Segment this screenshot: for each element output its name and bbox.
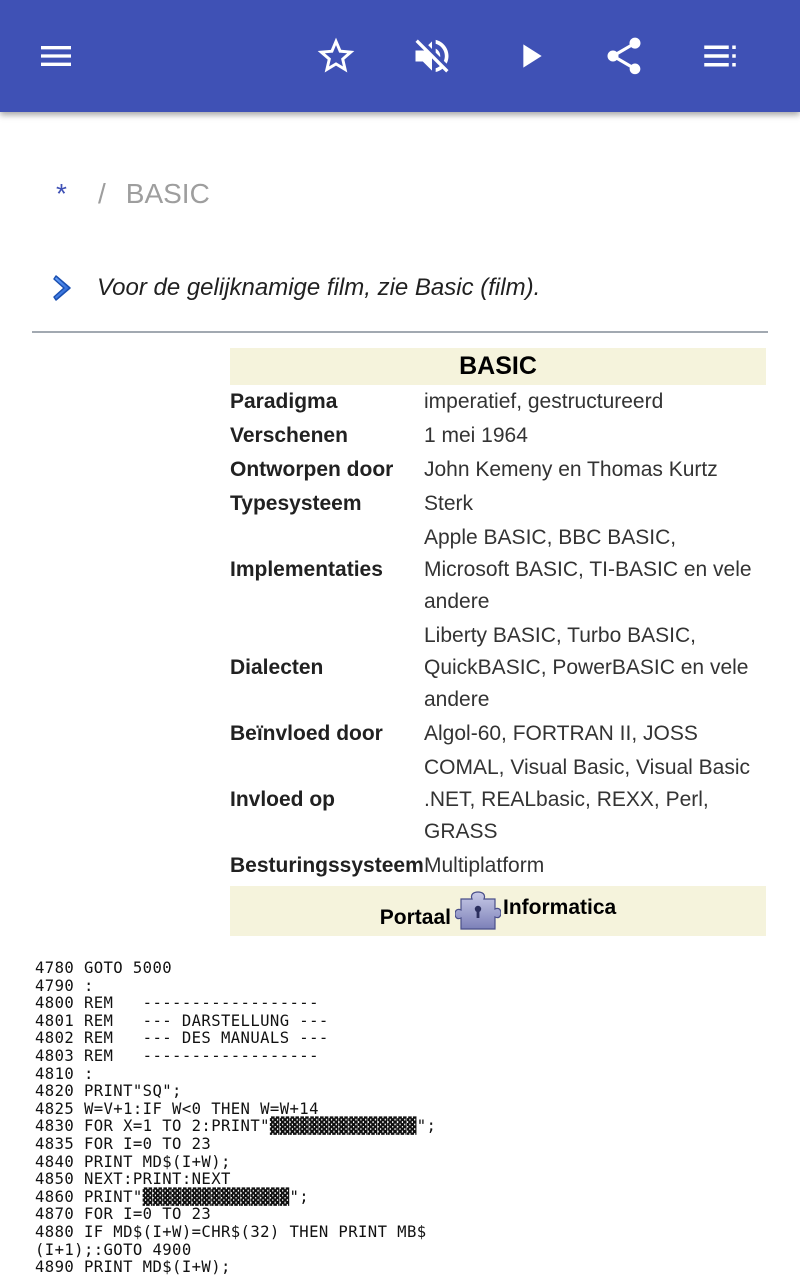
divider [32,331,768,333]
infobox-key: Beïnvloed door [230,722,383,745]
code-line: 4825 W=V+1:IF W<0 THEN W=W+14 [35,1099,319,1118]
code-listing-image [0,950,470,1280]
code-line: 4802 REM --- DES MANUALS --- [35,1029,329,1048]
code-listing [35,960,470,1277]
infobox-row [230,619,766,717]
infobox-value[interactable]: Apple BASIC, BBC BASIC, Microsoft BASIC, TI-BASIC en vele andere [424,526,752,613]
share-icon[interactable] [600,32,648,80]
infobox-row [230,751,766,849]
app-toolbar [0,0,800,112]
infobox-value[interactable]: John Kemeny en Thomas Kurtz [424,458,718,481]
breadcrumb-separator: / [98,178,106,209]
infobox-key: Typesysteem [230,492,362,515]
chevron-right-icon [50,272,78,304]
code-line: 4820 PRINT"SQ"; [35,1082,182,1101]
code-line: 4840 PRINT MD$(I+W); [35,1152,231,1171]
portal-name: Informatica [503,896,617,919]
code-line: 4780 GOTO 5000 [35,959,173,977]
code-line: 4890 PRINT MD$(I+W); [35,1258,231,1277]
infobox-key: Dialecten [230,656,324,679]
infobox-row [230,385,766,419]
code-line: 4860 PRINT"▓▓▓▓▓▓▓▓▓▓▓▓▓▓▓"; [35,1187,310,1206]
code-line: 4870 FOR I=0 TO 23 [35,1205,212,1224]
portal-prefix: Portaal [379,906,451,929]
breadcrumb-home[interactable]: * [56,178,67,209]
infobox-rows [230,385,766,883]
hatnote [50,272,770,304]
infobox-key: Paradigma [230,390,338,413]
play-icon[interactable] [506,32,554,80]
portal-link[interactable] [230,886,766,936]
infobox-key: Ontworpen door [230,458,394,481]
code-line: (I+1);:GOTO 4900 [35,1240,192,1259]
code-line: 4803 REM ------------------ [35,1046,319,1065]
code-line: 4801 REM --- DARSTELLUNG --- [35,1011,329,1030]
code-line: 4800 REM ------------------ [35,994,319,1013]
infobox-value[interactable]: imperatief, gestructureerd [424,390,664,413]
code-line: 4830 FOR X=1 TO 2:PRINT"▓▓▓▓▓▓▓▓▓▓▓▓▓▓▓"; [35,1117,437,1136]
puzzle-icon [455,891,501,931]
infobox-value[interactable]: Sterk [424,492,474,515]
infobox-key: Besturingssysteem [230,854,424,877]
list-icon[interactable] [696,32,744,80]
infobox-key: Invloed op [230,788,335,811]
infobox-row [230,717,766,751]
volume-off-icon[interactable] [408,32,456,80]
infobox-value[interactable]: 1 mei 1964 [424,424,528,447]
code-line: 4790 : [35,976,94,995]
infobox-value[interactable]: Algol-60, FORTRAN II, JOSS [424,722,698,745]
infobox-value[interactable]: COMAL, Visual Basic, Visual Basic .NET, REALbasic, REXX, Perl, GRASS [424,756,751,843]
infobox-title: BASIC [230,348,766,385]
hatnote-text[interactable]: Voor de gelijknamige film, zie Basic (film). [97,274,541,301]
infobox-key: Implementaties [230,558,383,581]
menu-icon[interactable] [32,32,80,80]
breadcrumb [56,178,210,210]
infobox-row [230,453,766,487]
code-line: 4835 FOR I=0 TO 23 [35,1134,212,1153]
code-line: 4880 IF MD$(I+W)=CHR$(32) THEN PRINT MB$ [35,1222,427,1241]
infobox-row [230,521,766,619]
infobox-key: Verschenen [230,424,348,447]
infobox [230,348,766,936]
infobox-value[interactable]: Liberty BASIC, Turbo BASIC, QuickBASIC, PowerBASIC en vele andere [424,624,749,711]
infobox-row [230,419,766,453]
code-line: 4810 : [35,1064,94,1083]
infobox-row [230,849,766,883]
star-outline-icon[interactable] [312,32,360,80]
breadcrumb-current: BASIC [125,178,210,209]
code-line: 4850 NEXT:PRINT:NEXT [35,1170,231,1189]
infobox-row [230,487,766,521]
infobox-value[interactable]: Multiplatform [424,854,545,877]
